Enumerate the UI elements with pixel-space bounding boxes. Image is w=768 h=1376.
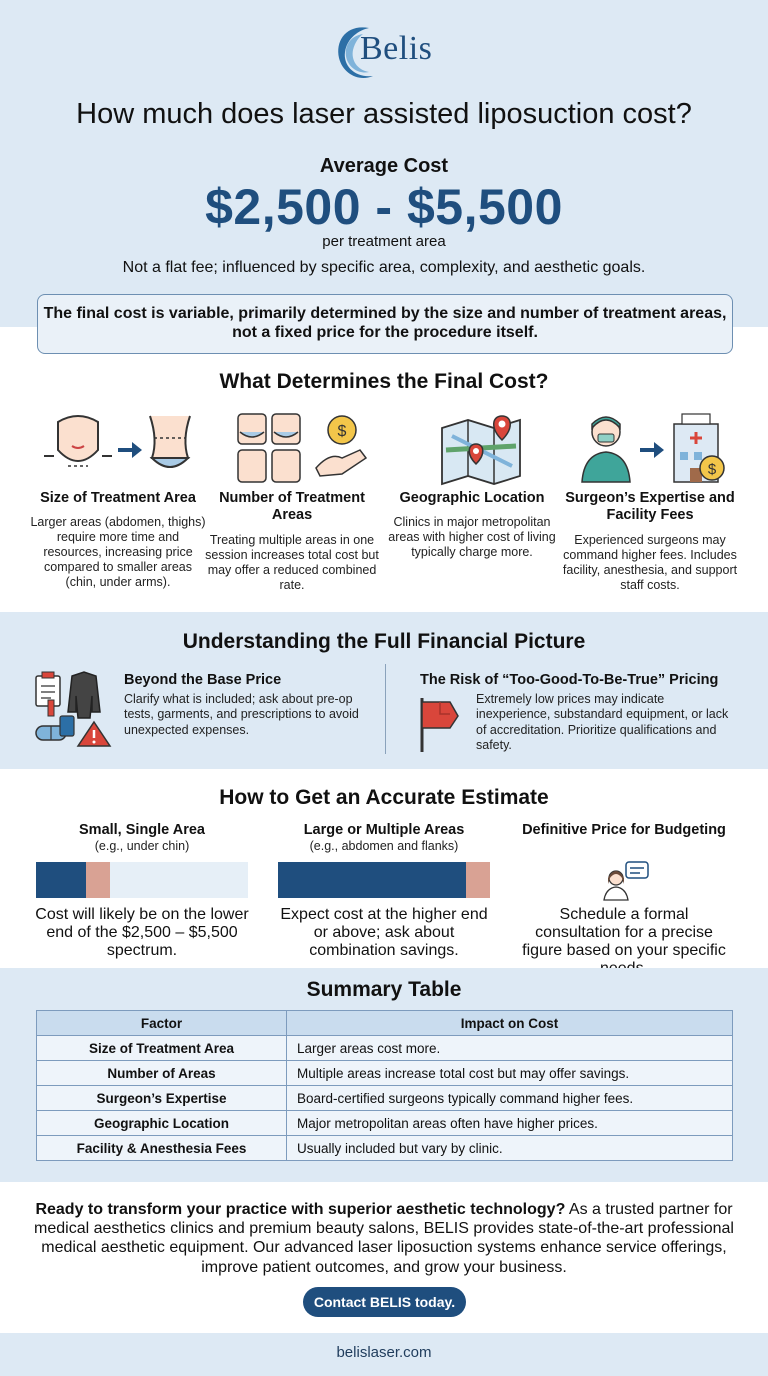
medical-supplies-icon xyxy=(34,668,114,748)
cta-body: As a trusted partner for medical aesthetics clinics and premium beauty salons, BELIS provides state-of-the-art professional medical aesthetic equipment. Our advanced laser liposuction systems enhance service offerings, improve patient outcomes, and grow your business. xyxy=(34,1201,734,1276)
table-header-row xyxy=(37,1011,733,1036)
cta-lead: Ready to transform your practice with superior aesthetic technology? xyxy=(35,1201,566,1218)
website-link[interactable]: belislaser.com xyxy=(336,1344,432,1361)
svg-text:$: $ xyxy=(707,461,717,478)
factor-cell: Surgeon’s Expertise xyxy=(37,1086,287,1111)
column-header: Factor xyxy=(37,1011,287,1036)
estimate-example: (e.g., under chin) xyxy=(94,839,190,854)
estimate-large-title-block xyxy=(274,822,494,853)
estimate-desc: Expect cost at the higher end or above; ask about combination savings. xyxy=(280,906,488,959)
cost-bar-small xyxy=(36,862,248,898)
multiple-areas-icon xyxy=(212,410,372,486)
impact-cell: Usually included but vary by clinic. xyxy=(287,1136,733,1161)
table-row xyxy=(37,1036,733,1061)
estimate-heading: How to Get an Accurate Estimate xyxy=(219,786,549,809)
too-good-pricing xyxy=(420,672,738,753)
impact-cell: Larger areas cost more. xyxy=(287,1036,733,1061)
svg-text:$: $ xyxy=(337,423,347,440)
callout-line-2: not a fixed price for the procedure itself. xyxy=(232,324,538,342)
factor-desc: Larger areas (abdomen, thighs) require more time and resources, increasing price compared to smaller areas (chin, under arms). xyxy=(30,515,206,590)
footer xyxy=(0,1333,768,1376)
financial-heading: Understanding the Full Financial Picture xyxy=(182,630,586,653)
estimate-title: Small, Single Area xyxy=(79,822,205,838)
page-title: How much does laser assisted liposuction cost? xyxy=(76,98,692,130)
factor-expertise xyxy=(560,410,740,593)
estimate-small-title-block xyxy=(32,822,252,853)
table-row xyxy=(37,1136,733,1161)
impact-cell: Multiple areas increase total cost but may offer savings. xyxy=(287,1061,733,1086)
factor-number xyxy=(202,410,382,593)
estimate-desc: Cost will likely be on the lower end of the $2,500 – $5,500 spectrum. xyxy=(35,906,249,959)
average-cost-range: $2,500 - $5,500 xyxy=(205,179,563,235)
factor-desc: Experienced surgeons may command higher fees. Includes facility, anesthesia, and support staff costs. xyxy=(562,532,738,592)
factor-cell: Geographic Location xyxy=(37,1111,287,1136)
estimate-desc: Schedule a formal consultation for a precise figure based on your specific xyxy=(522,906,726,959)
estimate-title: Large or Multiple Areas xyxy=(303,822,465,838)
summary-table xyxy=(36,1010,733,1161)
table-row xyxy=(37,1086,733,1111)
factor-title: Surgeon’s Expertise and Facility Fees xyxy=(565,490,735,524)
per-area-note: per treatment area xyxy=(322,233,446,250)
factor-title: Geographic Location xyxy=(399,490,545,506)
column-divider xyxy=(385,664,386,754)
factor-desc: Treating multiple areas in one session increases total cost but may offer a reduced combined rate. xyxy=(205,532,379,592)
estimate-definitive-title-block xyxy=(516,822,732,839)
call-to-action-text xyxy=(30,1200,738,1277)
contact-button[interactable]: Contact BELIS today. xyxy=(303,1287,466,1317)
cost-bar-fill xyxy=(278,862,466,898)
financial-picture-section xyxy=(0,612,768,769)
callout-line-1: The final cost is variable, primarily determined by the size and number of treatment areas, xyxy=(43,305,727,322)
impact-cell: Board-certified surgeons typically command higher fees. xyxy=(287,1086,733,1111)
too-good-pricing-title: The Risk of “Too-Good-To-Be-True” Pricing xyxy=(420,672,719,688)
summary-heading: Summary Table xyxy=(306,978,462,1001)
cost-bar-fill xyxy=(36,862,86,898)
map-pin-icon xyxy=(392,410,552,486)
impact-cell: Major metropolitan areas often have higher prices. xyxy=(287,1111,733,1136)
cost-bar-accent xyxy=(86,862,110,898)
average-cost-label: Average Cost xyxy=(319,155,449,177)
factor-size xyxy=(28,410,208,590)
brand-name: Belis xyxy=(360,30,433,67)
factor-cell: Facility & Anesthesia Fees xyxy=(37,1136,287,1161)
estimate-title: Definitive Price for Budgeting xyxy=(522,822,726,838)
factor-title: Size of Treatment Area xyxy=(40,490,196,506)
key-takeaway-callout xyxy=(37,294,733,354)
face-body-icon xyxy=(38,410,198,486)
cost-bar-accent xyxy=(466,862,490,898)
factors-heading: What Determines the Final Cost? xyxy=(219,370,549,393)
beyond-base-price-title: Beyond the Base Price xyxy=(124,672,282,688)
too-good-pricing-desc: Extremely low prices may indicate inexperience, substandard equipment, or lack of accreditation. Prioritize qualifications and safety. xyxy=(476,692,729,752)
consultation-icon xyxy=(602,860,650,902)
factor-desc: Clinics in major metropolitan areas with higher cost of living typically charge more. xyxy=(388,515,556,560)
cost-bar-large xyxy=(278,862,490,898)
factor-cell: Number of Areas xyxy=(37,1061,287,1086)
surgeon-clinic-icon xyxy=(570,410,730,486)
beyond-base-price-desc: Clarify what is included; ask about pre-op tests, garments, and prescriptions to avoid unexpected expenses. xyxy=(124,692,359,737)
flat-fee-note: Not a flat fee; influenced by specific area, complexity, and aesthetic goals. xyxy=(122,259,646,276)
factor-location xyxy=(382,410,562,560)
logo xyxy=(0,22,768,72)
table-row xyxy=(37,1061,733,1086)
table-row xyxy=(37,1111,733,1136)
factor-title: Number of Treatment Areas xyxy=(219,490,365,524)
column-header: Impact on Cost xyxy=(287,1011,733,1036)
estimate-example: (e.g., abdomen and flanks) xyxy=(309,839,459,854)
factor-cell: Size of Treatment Area xyxy=(37,1036,287,1061)
beyond-base-price xyxy=(124,672,364,738)
